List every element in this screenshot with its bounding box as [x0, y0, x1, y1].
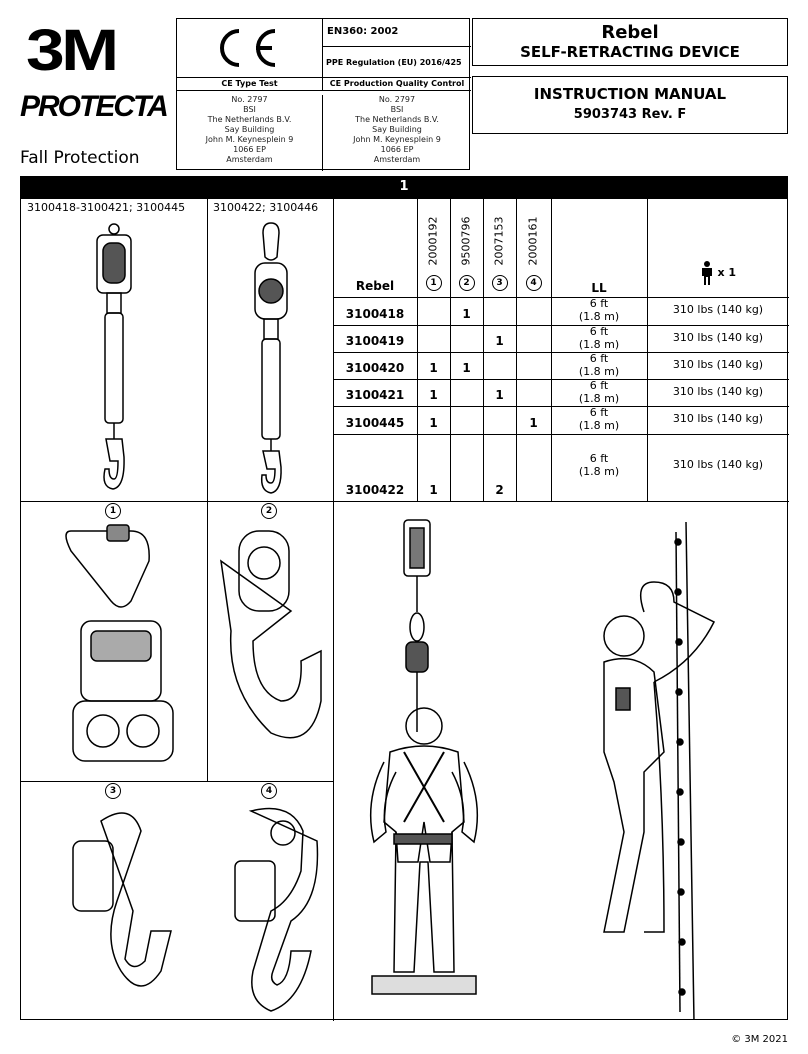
part-qty: 1 — [462, 307, 471, 321]
srl-device-illustrations — [21, 217, 333, 499]
component-label: 3 — [105, 783, 121, 799]
part-number: 2000161 — [526, 216, 540, 266]
body-line: Say Building — [372, 125, 422, 134]
fall-protection-label: Fall Protection — [20, 148, 140, 168]
model-code: 3100445 — [345, 416, 405, 430]
lifeline-length-metric: (1.8 m) — [578, 392, 620, 405]
body-line: 1066 EP — [233, 145, 266, 154]
person-count: x 1 — [717, 266, 737, 279]
capacity-value: 310 lbs (140 kg) — [672, 385, 764, 398]
part-qty: 1 — [429, 361, 438, 375]
body-line: No. 2797 — [378, 95, 416, 104]
product-title-box — [472, 18, 788, 66]
model-code: 3100418 — [345, 307, 405, 321]
ce-type-test-label: CE Type Test — [177, 77, 323, 91]
capacity-value: 310 lbs (140 kg) — [672, 458, 764, 471]
body-line: The Netherlands B.V. — [355, 115, 439, 124]
part-qty: 1 — [495, 334, 504, 348]
ce-production-label: CE Production Quality Control — [323, 77, 471, 91]
product-type: SELF-RETRACTING DEVICE — [520, 43, 740, 61]
body-line: John M. Keynesplein 9 — [353, 135, 441, 144]
capacity-value: 310 lbs (140 kg) — [672, 412, 764, 425]
part-qty: 2 — [495, 483, 504, 497]
body-line: John M. Keynesplein 9 — [205, 135, 294, 144]
part-qty: 1 — [495, 388, 504, 402]
body-line: BSI — [243, 105, 256, 114]
component-illustrations — [21, 501, 333, 1021]
copyright-text: © 3M 2021 — [731, 1034, 788, 1045]
body-line: Say Building — [224, 125, 275, 134]
body-line: Amsterdam — [226, 155, 273, 164]
part-circle: 3 — [492, 275, 508, 291]
lifeline-length: 6 ft — [589, 325, 609, 338]
model-code: 3100419 — [345, 334, 405, 348]
part-qty: 1 — [429, 388, 438, 402]
manual-title-box — [472, 76, 788, 134]
lifeline-length-metric: (1.8 m) — [578, 338, 620, 351]
lifeline-length: 6 ft — [589, 452, 609, 465]
standard-label: EN360: 2002 — [323, 19, 471, 47]
part-qty: 1 — [529, 416, 538, 430]
model-code: 3100420 — [345, 361, 405, 375]
lifeline-length: 6 ft — [589, 352, 609, 365]
body-line: 1066 EP — [380, 145, 414, 154]
rebel-column-header: Rebel — [355, 279, 395, 293]
ce-production-body — [323, 95, 471, 171]
part-qty: 1 — [462, 361, 471, 375]
part-number: 2007153 — [492, 216, 506, 266]
body-line: Amsterdam — [373, 155, 421, 164]
protecta-logo: PROTECTA — [20, 90, 167, 123]
usage-scenes-illustration — [334, 502, 789, 1020]
ppe-regulation: PPE Regulation (EU) 2016/425 — [326, 58, 462, 67]
component-label: 2 — [261, 503, 277, 519]
lifeline-length-metric: (1.8 m) — [578, 365, 620, 378]
models-b-label: 3100422; 3100446 — [213, 201, 319, 214]
lifeline-length: 6 ft — [589, 406, 609, 419]
lifeline-length: 6 ft — [589, 297, 609, 310]
ce-type-test-body — [177, 95, 323, 171]
model-code: 3100421 — [345, 388, 405, 402]
capacity-value: 310 lbs (140 kg) — [672, 303, 764, 316]
figure-grid — [20, 198, 788, 1020]
component-label: 4 — [261, 783, 277, 799]
ll-header: LL — [591, 281, 607, 295]
lifeline-length-metric: (1.8 m) — [578, 419, 620, 432]
models-a-label: 3100418-3100421; 3100445 — [27, 201, 186, 214]
part-number: 2000192 — [426, 216, 440, 266]
manual-number: 5903743 Rev. F — [573, 107, 687, 122]
body-line: The Netherlands B.V. — [207, 115, 292, 124]
component-label: 1 — [105, 503, 121, 519]
product-name: Rebel — [601, 22, 659, 43]
body-line: BSI — [390, 105, 404, 114]
model-code: 3100422 — [345, 483, 405, 497]
manual-title: INSTRUCTION MANUAL — [533, 85, 727, 103]
part-circle: 4 — [526, 275, 542, 291]
part-circle: 1 — [426, 275, 442, 291]
part-qty: 1 — [429, 483, 438, 497]
part-qty: 1 — [429, 416, 438, 430]
part-circle: 2 — [459, 275, 475, 291]
capacity-value: 310 lbs (140 kg) — [672, 331, 764, 344]
capacity-value: 310 lbs (140 kg) — [672, 358, 764, 371]
ce-mark — [177, 19, 323, 77]
lifeline-length-metric: (1.8 m) — [578, 465, 620, 478]
figure-number-banner: 1 — [20, 176, 788, 198]
body-line: No. 2797 — [231, 95, 268, 104]
part-number: 9500796 — [459, 216, 473, 266]
lifeline-length-metric: (1.8 m) — [578, 310, 620, 323]
capacity-header — [647, 261, 789, 285]
person-icon — [700, 261, 714, 285]
3m-logo: 3M — [26, 18, 116, 83]
ce-certification-box — [176, 18, 470, 170]
lifeline-length: 6 ft — [589, 379, 609, 392]
